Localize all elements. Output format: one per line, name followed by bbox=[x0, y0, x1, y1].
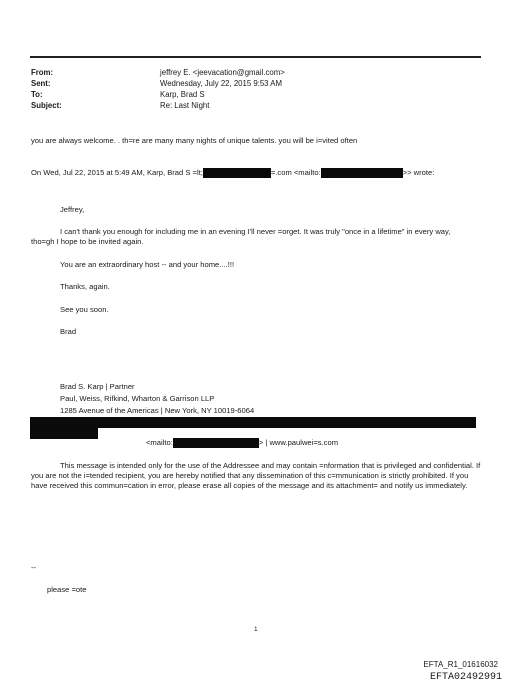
quote-middle: =.com <mailto: bbox=[270, 168, 321, 177]
signature-mailto bbox=[146, 438, 338, 448]
from-label: From: bbox=[31, 68, 54, 77]
quote-prefix: On Wed, Jul 22, 2015 at 5:49 AM, Karp, Brad S =lt; bbox=[31, 168, 203, 177]
body-paragraph-2: You are an extraordinary host -- and your home....!!! bbox=[60, 260, 235, 269]
subject-value: Re: Last Night bbox=[160, 101, 210, 110]
header-rule bbox=[30, 56, 481, 58]
mailto-prefix: <mailto: bbox=[146, 438, 173, 447]
quote-suffix: >> wrote: bbox=[402, 168, 435, 177]
subject-label: Subject: bbox=[31, 101, 62, 110]
page-number: 1 bbox=[254, 626, 258, 633]
sent-label: Sent: bbox=[31, 79, 51, 88]
signature-address: 1285 Avenue of the Americas | New York, NY 10019-6064 bbox=[60, 406, 255, 415]
reply-text: you are always welcome. . th=re are many many nights of unique talents. you will be i=vited often bbox=[31, 136, 358, 145]
sent-value: Wednesday, July 22, 2015 9:53 AM bbox=[160, 79, 282, 88]
trailer-note: please =ote bbox=[47, 585, 87, 594]
bates-number: EFTA02492991 bbox=[429, 672, 502, 683]
disclaimer: This message is intended only for the use of the Addressee and may contain =nformation that is privileged and confidential. If you are not the i=tended recipient, you are hereby notified that any dissemination of this c=mmunication is strictly prohibited. If you have received this commun=cation in error, please erase all copies of the message and its attachment= and notify us immediately. bbox=[31, 461, 481, 490]
bates-number-small: EFTA_R1_01616032 bbox=[423, 660, 498, 669]
signature-dashes: -- bbox=[31, 563, 37, 572]
redaction-bar bbox=[30, 417, 476, 428]
signature-name: Brad S. Karp | Partner bbox=[60, 382, 135, 391]
body-signoff: Brad bbox=[60, 327, 77, 336]
signature-firm: Paul, Weiss, Rifkind, Wharton & Garrison LLP bbox=[60, 394, 215, 403]
redaction-bar bbox=[30, 428, 98, 439]
to-value: Karp, Brad S bbox=[160, 90, 205, 99]
redaction-box bbox=[321, 168, 403, 178]
body-paragraph-4: See you soon. bbox=[60, 305, 109, 314]
quote-header bbox=[31, 168, 434, 178]
greeting: Jeffrey, bbox=[60, 205, 85, 214]
redaction-box bbox=[173, 438, 259, 448]
body-paragraph-1: I can't thank you enough for including me in an evening I'll never =orget. It was truly "once in a lifetime" in every way, tho=gh I hope to be invited again. bbox=[31, 227, 451, 246]
mailto-suffix: > | www.paulwei=s.com bbox=[258, 438, 339, 447]
redaction-box bbox=[203, 168, 271, 178]
to-label: To: bbox=[31, 90, 43, 99]
from-value: jeffrey E. <jeevacation@gmail.com> bbox=[160, 68, 285, 77]
body-paragraph-3: Thanks, again. bbox=[60, 282, 110, 291]
